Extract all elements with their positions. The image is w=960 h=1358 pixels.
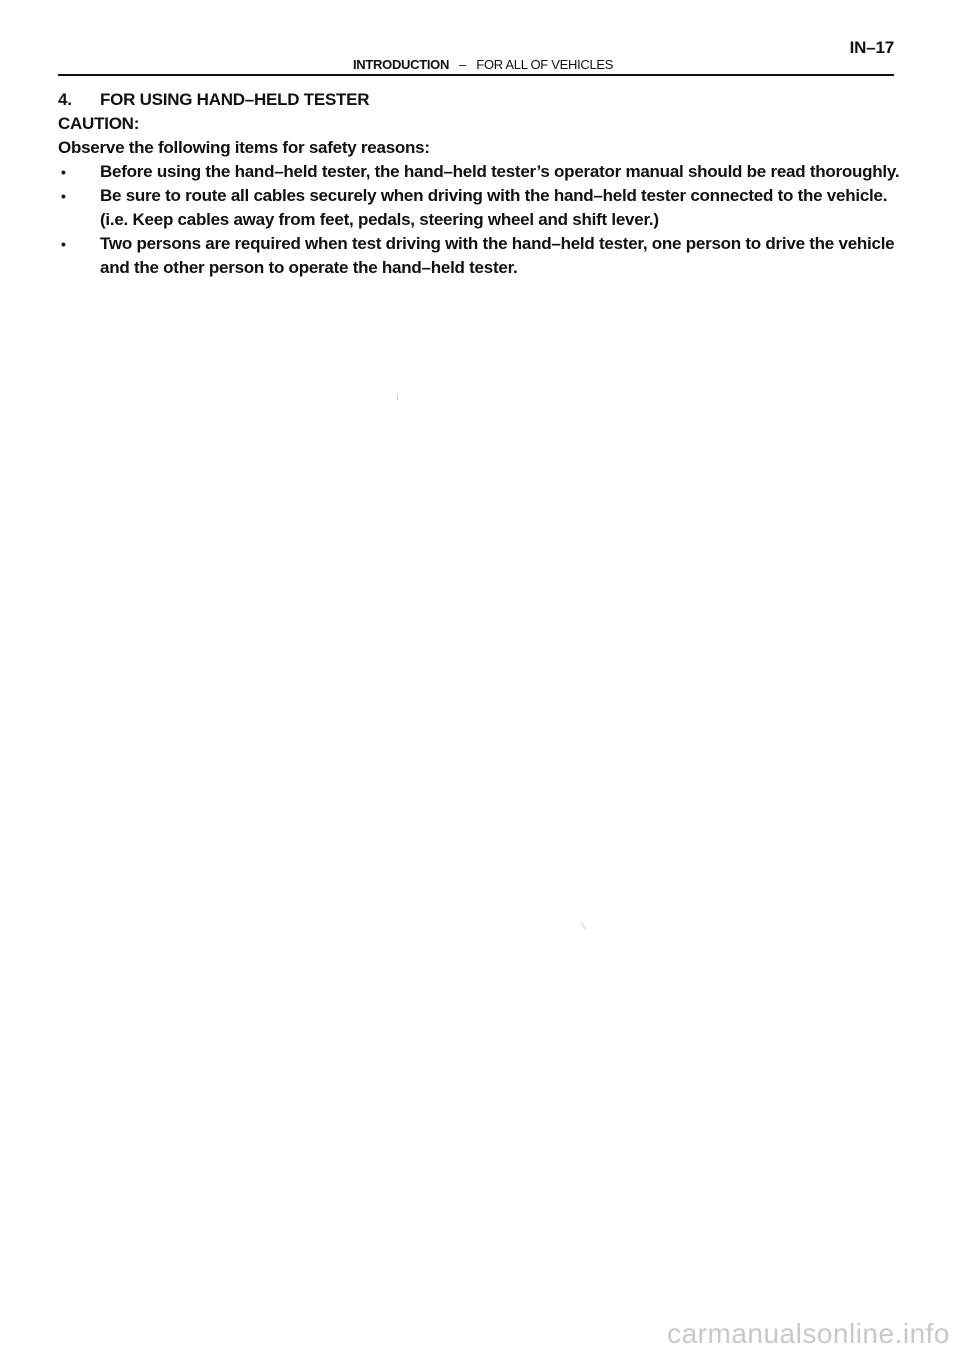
content xyxy=(58,88,903,280)
caution-label: CAUTION: xyxy=(58,114,140,133)
section-header xyxy=(353,57,613,72)
header-rule xyxy=(58,74,894,76)
section-subtitle: FOR ALL OF VEHICLES xyxy=(476,57,614,72)
watermark: carmanualsonline.info xyxy=(667,1318,950,1349)
list-item-text: Two persons are required when test driving with the hand–held tester, one person to drive the vehicle and the other person to operate the hand–held tester. xyxy=(100,234,895,277)
bullet-icon: • xyxy=(61,188,66,204)
section-separator: – xyxy=(459,57,467,72)
heading xyxy=(58,88,903,112)
heading-title: FOR USING HAND–HELD TESTER xyxy=(100,90,370,109)
page-number: IN–17 xyxy=(849,38,894,57)
bullet-icon: • xyxy=(61,164,66,180)
section-title: INTRODUCTION xyxy=(353,57,450,72)
list-item-text: Before using the hand–held tester, the hand–held tester’s operator manual should be read thoroughly. xyxy=(100,162,900,181)
list-item xyxy=(58,232,903,280)
bullet-icon: • xyxy=(61,236,66,252)
heading-number: 4. xyxy=(58,90,72,109)
scan-artifact xyxy=(581,922,586,929)
caution-intro: Observe the following items for safety reasons: xyxy=(58,138,430,157)
list-item-text: Be sure to route all cables securely when driving with the hand–held tester connected to the vehicle. (i.e. Keep cables away from feet, pedals, steering wheel and shift lever.) xyxy=(100,186,888,229)
bullet-list xyxy=(58,160,903,280)
list-item xyxy=(58,184,903,232)
scan-artifact xyxy=(397,394,398,400)
list-item xyxy=(58,160,903,184)
